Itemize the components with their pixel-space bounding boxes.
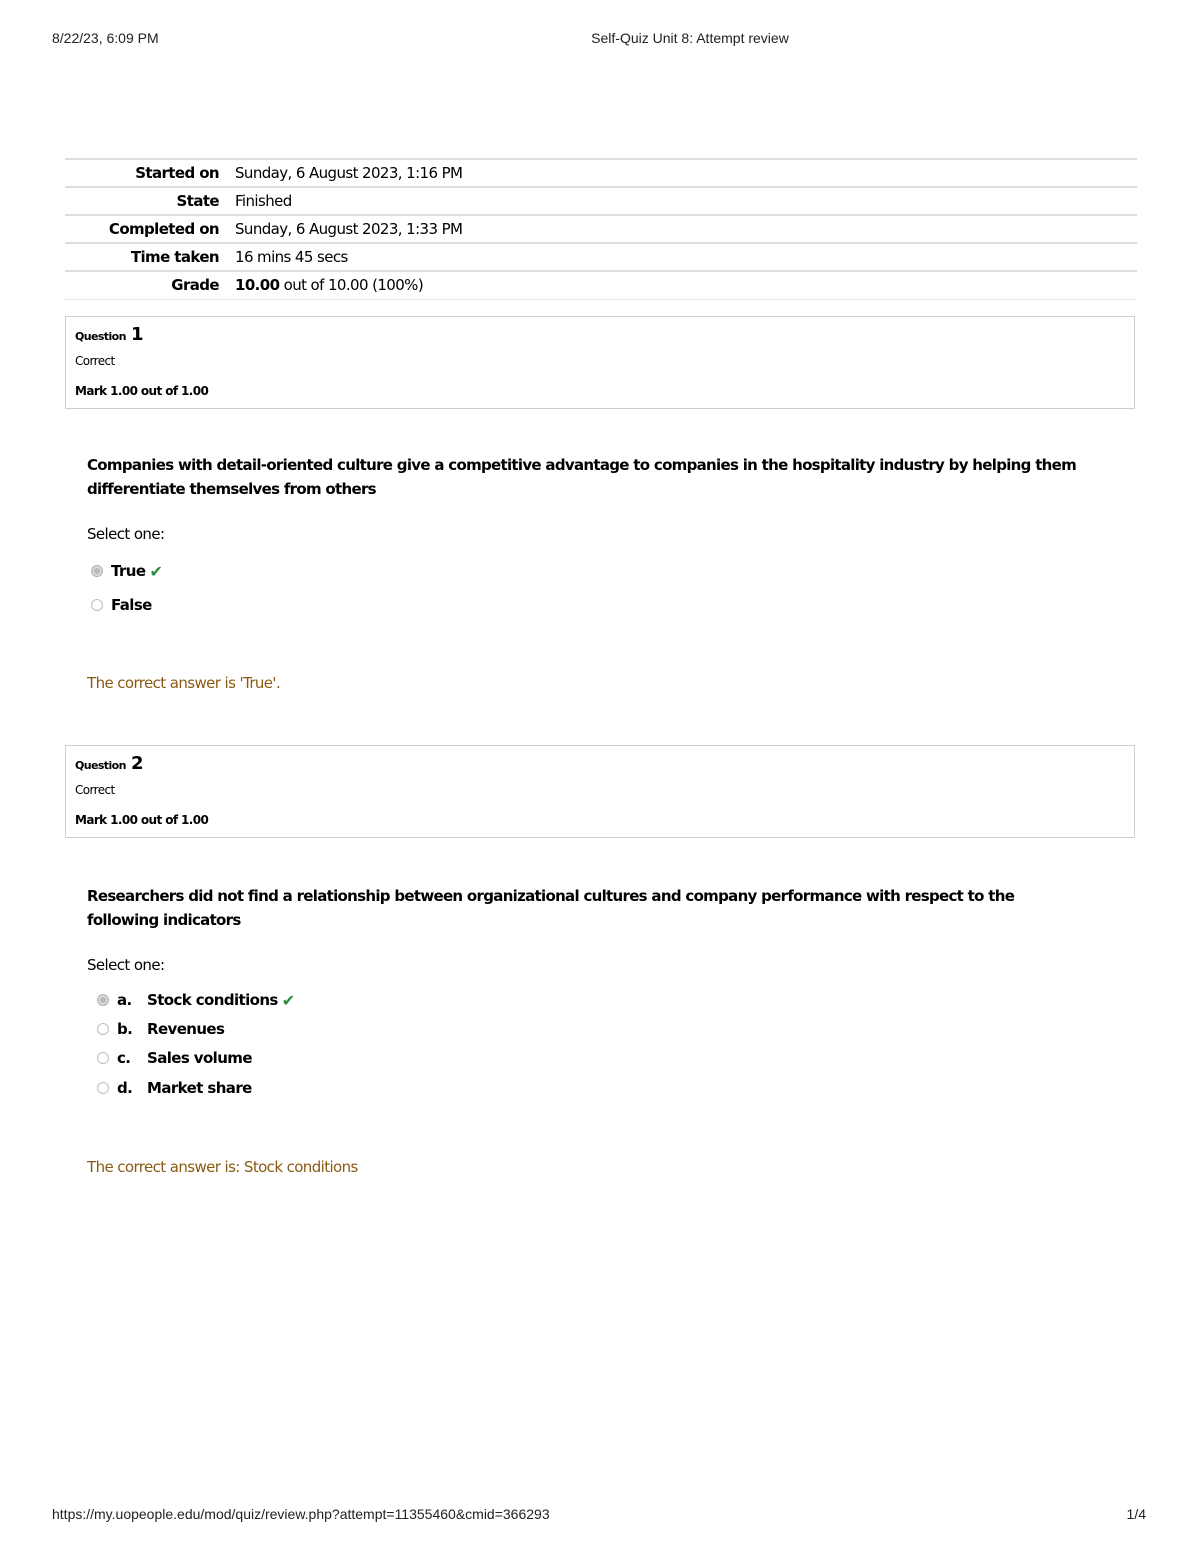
question-1-info-box xyxy=(65,316,1135,409)
question-2-feedback: The correct answer is: Stock conditions xyxy=(87,1158,358,1176)
question-1-feedback: The correct answer is 'True'. xyxy=(87,674,281,692)
summary-value xyxy=(235,271,1137,299)
print-datetime: 8/22/23, 6:09 PM xyxy=(52,30,159,46)
question-number xyxy=(75,324,143,345)
option-label: Revenues xyxy=(147,1020,225,1038)
option-label: Stock conditions xyxy=(147,991,278,1009)
check-icon: ✔ xyxy=(281,990,295,1010)
option-label: True xyxy=(111,562,146,580)
question-2-option-b[interactable] xyxy=(97,1018,224,1040)
question-2-option-c[interactable] xyxy=(97,1047,252,1069)
radio[interactable] xyxy=(97,1052,109,1064)
question-2-prompt: Select one: xyxy=(87,956,165,974)
print-footer xyxy=(0,1506,1200,1526)
question-2-option-d[interactable] xyxy=(97,1077,252,1099)
question-state: Correct xyxy=(75,354,115,368)
question-2-text: Researchers did not find a relationship between organizational cultures and company performance with respect to the following indicators xyxy=(87,887,1015,929)
summary-row-state xyxy=(65,187,1137,215)
summary-label: State xyxy=(65,187,235,215)
summary-label: Started on xyxy=(65,159,235,187)
question-1-text: Companies with detail-oriented culture give a competitive advantage to companies in the hospitality industry by helping them differentiate themselves from others xyxy=(87,456,1077,498)
print-url: https://my.uopeople.edu/mod/quiz/review.php?attempt=11355460&cmid=366293 xyxy=(52,1506,550,1522)
summary-row-started xyxy=(65,159,1137,187)
radio[interactable] xyxy=(91,599,103,611)
question-number-value: 2 xyxy=(131,753,143,774)
question-1-option-false[interactable] xyxy=(91,594,152,616)
question-2-info-box xyxy=(65,745,1135,838)
question-label: Question xyxy=(75,330,126,343)
summary-row-time-taken xyxy=(65,243,1137,271)
option-label: Sales volume xyxy=(147,1049,252,1067)
summary-label: Time taken xyxy=(65,243,235,271)
radio-selected[interactable] xyxy=(97,994,109,1006)
summary-value: 16 mins 45 secs xyxy=(235,243,1137,271)
option-label: False xyxy=(111,596,152,614)
summary-label: Grade xyxy=(65,271,235,299)
option-letter: a. xyxy=(117,991,132,1009)
summary-value: Sunday, 6 August 2023, 1:33 PM xyxy=(235,215,1137,243)
option-label: Market share xyxy=(147,1079,252,1097)
print-page-number: 1/4 xyxy=(1126,1506,1146,1522)
radio[interactable] xyxy=(97,1082,109,1094)
question-2-option-a[interactable] xyxy=(97,989,295,1011)
summary-label: Completed on xyxy=(65,215,235,243)
attempt-summary-table xyxy=(65,158,1137,300)
summary-value: Finished xyxy=(235,187,1137,215)
radio-selected[interactable] xyxy=(91,565,103,577)
print-page-title: Self-Quiz Unit 8: Attempt review xyxy=(591,30,789,46)
question-1-option-true[interactable] xyxy=(91,560,162,582)
print-header xyxy=(0,30,1200,50)
grade-total: out of 10.00 (100%) xyxy=(279,276,424,295)
question-1-prompt: Select one: xyxy=(87,525,165,543)
radio[interactable] xyxy=(97,1023,109,1035)
check-icon: ✔ xyxy=(149,561,163,581)
summary-row-grade xyxy=(65,271,1137,299)
question-number-value: 1 xyxy=(131,324,143,345)
option-letter: b. xyxy=(117,1020,133,1038)
question-number xyxy=(75,753,143,774)
question-grade: Mark 1.00 out of 1.00 xyxy=(75,384,209,398)
question-label: Question xyxy=(75,759,126,772)
option-letter: c. xyxy=(117,1049,131,1067)
option-letter: d. xyxy=(117,1079,133,1097)
question-grade: Mark 1.00 out of 1.00 xyxy=(75,813,209,827)
question-state: Correct xyxy=(75,783,115,797)
grade-score: 10.00 xyxy=(235,276,280,295)
summary-row-completed xyxy=(65,215,1137,243)
summary-value: Sunday, 6 August 2023, 1:16 PM xyxy=(235,159,1137,187)
